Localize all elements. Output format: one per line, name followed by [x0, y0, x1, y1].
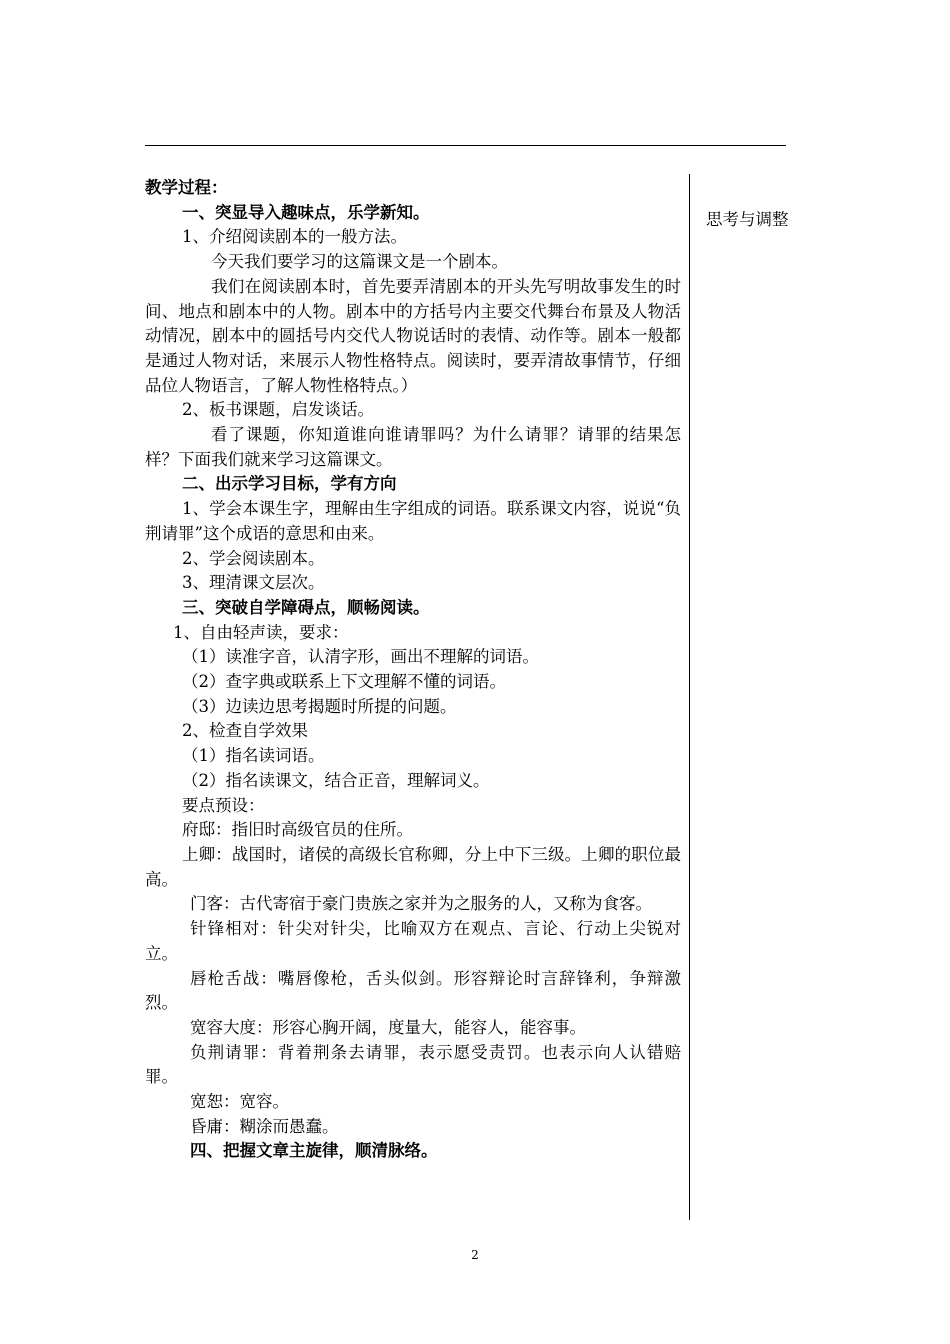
body-paragraph: （1）读准字音，认清字形，画出不理解的词语。	[182, 647, 539, 667]
body-paragraph: 2、学会阅读剧本。	[182, 548, 325, 568]
body-paragraph: （1）指名读词语。	[182, 746, 325, 766]
body-paragraph: 宽恕：宽容。	[190, 1092, 289, 1112]
body-paragraph: （2）查字典或联系上下文理解不懂的词语。	[182, 672, 506, 692]
body-paragraph: 3、理清课文层次。	[182, 573, 325, 593]
column-divider	[689, 174, 690, 1220]
section-heading: 一、突显导入趣味点，乐学新知。	[182, 202, 430, 222]
side-note-heading: 思考与调整	[706, 210, 789, 229]
body-paragraph: 昏庸：糊涂而愚蠢。	[190, 1116, 339, 1136]
section-heading: 二、出示学习目标，学有方向	[182, 474, 397, 494]
body-paragraph: 上卿：战国时，诸侯的高级长官称卿，分上中下三级。上卿的职位最高。	[145, 844, 681, 889]
body-paragraph: 1、学会本课生字，理解由生字组成的词语。联系课文内容，说说“负荆请罪”这个成语的意思和由来。	[145, 499, 681, 543]
body-paragraph: 府邸：指旧时高级官员的住所。	[182, 820, 413, 840]
section-heading: 三、突破自学障碍点，顺畅阅读。	[182, 597, 430, 617]
body-paragraph: 看了课题，你知道谁向谁请罪吗？为什么请罪？请罪的结果怎样？下面我们就来学习这篇课文。	[145, 425, 681, 469]
body-paragraph: 今天我们要学习的这篇课文是一个剧本。	[211, 252, 508, 272]
body-paragraph: 要点预设：	[182, 795, 265, 815]
body-paragraph: （3）边读边思考揭题时所提的问题。	[182, 696, 457, 716]
body-paragraph: 2、检查自学效果	[182, 721, 308, 741]
body-paragraph: 我们在阅读剧本时，首先要弄清剧本的开头先写明故事发生的时间、地点和剧本中的人物。剧本中的方括号内主要交代舞台布景及人物活动情况，剧本中的圆括号内交代人物说话时的表情、动作等。剧本一般都是通过人物对话，来展示人物性格特点。阅读时，要弄清故事情节，仔细品位人物语言，了解人物性格特点。）	[145, 276, 681, 395]
page-number: 2	[471, 1248, 479, 1262]
section-heading: 四、把握文章主旋律，顺清脉络。	[190, 1141, 438, 1161]
body-paragraph: 针锋相对：针尖对针尖，比喻双方在观点、言论、行动上尖锐对立。	[145, 919, 681, 963]
body-paragraph: 2、板书课题，启发谈话。	[182, 400, 374, 420]
body-paragraph: 1、介绍阅读剧本的一般方法。	[182, 227, 407, 247]
body-paragraph: 唇枪舌战：嘴唇像枪，舌头似剑。形容辩论时言辞锋利，争辩激烈。	[145, 968, 681, 1013]
body-paragraph: 1、自由轻声读，要求：	[173, 622, 349, 642]
section-heading: 教学过程：	[145, 178, 228, 197]
body-paragraph: 宽容大度：形容心胸开阔，度量大，能容人，能容事。	[190, 1017, 586, 1037]
body-paragraph: 负荆请罪：背着荆条去请罪，表示愿受责罚。也表示向人认错赔罪。	[145, 1042, 681, 1087]
body-paragraph: （2）指名读课文，结合正音，理解词义。	[182, 770, 490, 790]
header-rule	[145, 145, 786, 146]
body-paragraph: 门客：古代寄宿于豪门贵族之家并为之服务的人，又称为食客。	[190, 894, 652, 914]
lesson-body	[145, 176, 681, 1164]
